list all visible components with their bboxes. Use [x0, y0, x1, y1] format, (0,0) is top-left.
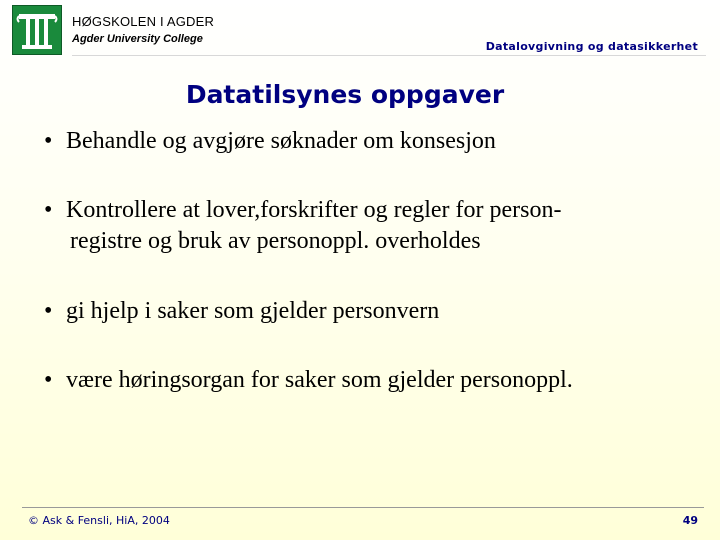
bullet-text: Behandle og avgjøre søknader om konsesjon	[66, 128, 496, 154]
course-title: Datalovgivning og datasikkerhet	[485, 40, 698, 53]
bullet-symbol: •	[44, 298, 53, 324]
school-subtitle: Agder University College	[72, 33, 203, 45]
header-divider	[72, 55, 706, 56]
bullet-text: gi hjelp i saker som gjelder personvern	[66, 298, 440, 324]
page-number: 49	[682, 514, 698, 527]
bullet-symbol: •	[44, 128, 53, 154]
column-logo-icon	[12, 5, 62, 55]
bullet-text: Kontrollere at lover,forskrifter og regler for person-	[66, 197, 562, 223]
bullet-text-continuation: registre og bruk av personoppl. overholdes	[70, 228, 481, 254]
footer-divider	[22, 507, 704, 508]
bullet-item	[44, 195, 684, 257]
bullet-symbol: •	[44, 367, 53, 393]
bullet-item	[44, 365, 684, 396]
bullet-symbol: •	[44, 197, 53, 223]
school-name: HØGSKOLEN I AGDER	[72, 14, 215, 29]
slide-title: Datatilsynes oppgaver	[185, 80, 505, 109]
footer-copyright: © Ask & Fensli, HiA, 2004	[28, 514, 170, 527]
bullet-item	[44, 126, 684, 157]
bullet-item	[44, 296, 684, 327]
bullet-text: være høringsorgan for saker som gjelder personoppl.	[66, 367, 573, 393]
